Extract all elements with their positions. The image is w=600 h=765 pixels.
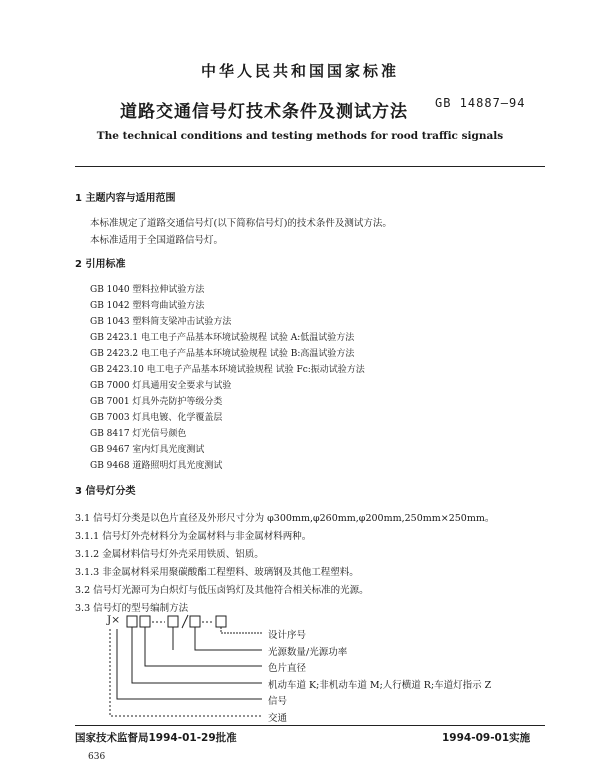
code-box-design-seq — [216, 616, 226, 627]
section-3-heading: 3 信号灯分类 — [75, 486, 136, 497]
reference-item: GB 2423.1 电工电子产品基本环境试验规程 试验 A:低温试验方法 — [90, 333, 355, 343]
clause-3-1: 3.1 信号灯分类是以色片直径及外形尺寸分为 φ300mm,φ260mm,φ200mm,250mm×250mm。 — [75, 513, 495, 524]
clause-3-1-2: 3.1.2 金属材料信号灯外壳采用铁质、铝质。 — [75, 549, 264, 560]
org-title: 中华人民共和国国家标准 — [200, 62, 399, 80]
reference-item: GB 9467 室内灯具光度测试 — [90, 445, 205, 455]
section-1-para-1: 本标准规定了道路交通信号灯(以下简称信号灯)的技术条件及测试方法。 — [90, 218, 392, 229]
reference-item: GB 7000 灯具通用安全要求与试验 — [90, 381, 232, 391]
label-signal: 信号 — [268, 696, 288, 707]
label-design-seq: 设计序号 — [268, 630, 307, 641]
model-prefix: J× — [107, 614, 121, 626]
page-number: 636 — [88, 752, 106, 762]
approval-note: 国家技术监督局1994-01-29批准 — [75, 732, 237, 744]
code-box-diameter — [140, 616, 150, 627]
reference-item: GB 7001 灯具外壳防护等级分类 — [90, 397, 223, 407]
leader-design-seq — [221, 627, 262, 633]
reference-item: GB 1040 塑料拉伸试验方法 — [90, 285, 205, 295]
label-traffic: 交通 — [268, 713, 288, 724]
document-title: 道路交通信号灯技术条件及测试方法 — [120, 102, 408, 122]
label-diameter: 色片直径 — [268, 663, 307, 674]
reference-item: GB 9468 道路照明灯具光度测试 — [90, 461, 223, 471]
clause-3-1-1: 3.1.1 信号灯外壳材料分为金属材料与非金属材料两种。 — [75, 531, 312, 542]
implementation-date: 1994-09-01实施 — [442, 732, 531, 744]
footer-rule — [75, 725, 545, 726]
leader-traffic — [110, 629, 262, 716]
leader-lane — [132, 627, 262, 683]
standard-number: GB 14887—94 — [435, 96, 526, 110]
leader-signal — [117, 629, 262, 699]
label-lane: 机动车道 K;非机动车道 M;人行横道 R;车道灯指示 Z — [268, 680, 492, 691]
label-source: 光源数量/光源功率 — [268, 647, 348, 658]
reference-item: GB 2423.2 电工电子产品基本环境试验规程 试验 B:高温试验方法 — [90, 349, 355, 359]
reference-item: GB 2423.10 电工电子产品基本环境试验规程 试验 Fc:振动试验方法 — [90, 365, 365, 375]
section-1-para-2: 本标准适用于全国道路信号灯。 — [90, 235, 224, 246]
code-box-source-power — [190, 616, 200, 627]
reference-item: GB 7003 灯具电镀、化学覆盖层 — [90, 413, 223, 423]
section-1-heading: 1 主题内容与适用范围 — [75, 193, 176, 204]
clause-3-3: 3.3 信号灯的型号编制方法 — [75, 603, 189, 614]
reference-item: GB 8417 灯光信号颜色 — [90, 429, 187, 439]
clause-3-1-3: 3.1.3 非金属材料采用聚碳酸酯工程塑料、玻璃钢及其他工程塑料。 — [75, 567, 359, 578]
reference-item: GB 1043 塑料简支梁冲击试验方法 — [90, 317, 232, 327]
reference-item: GB 1042 塑料弯曲试验方法 — [90, 301, 205, 311]
leader-source-power — [195, 627, 262, 650]
code-box-lane — [127, 616, 137, 627]
english-title: The technical conditions and testing methods for rood traffic signals — [96, 130, 504, 142]
clause-3-2: 3.2 信号灯光源可为白炽灯与低压卤钨灯及其他符合相关标准的光源。 — [75, 585, 369, 596]
code-box-source-count — [168, 616, 178, 627]
leader-diameter — [145, 627, 262, 666]
section-2-heading: 2 引用标准 — [75, 259, 126, 270]
